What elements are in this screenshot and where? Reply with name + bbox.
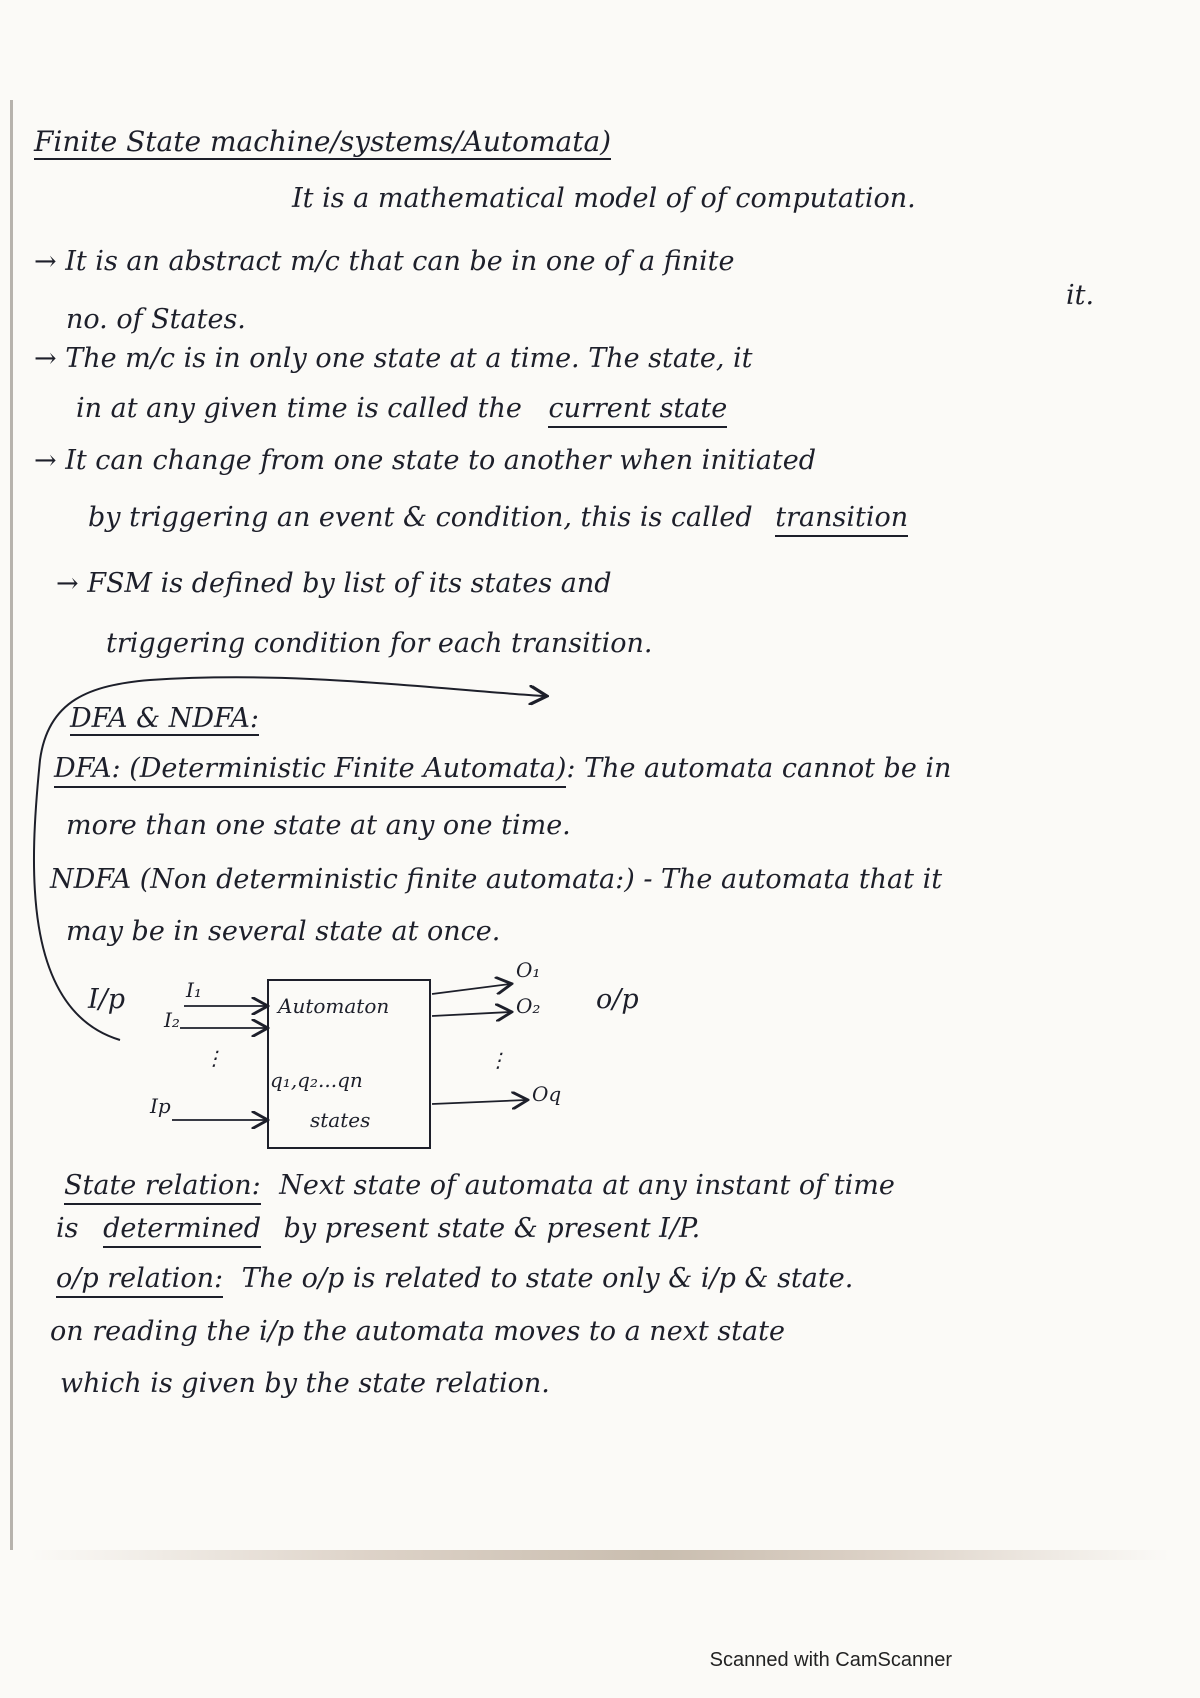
output-o1: O₁: [516, 958, 541, 982]
text-line-16-end: by present state & present I/P.: [283, 1213, 701, 1244]
text-line-4: → The m/c is in only one state at a time. The state, it: [34, 343, 753, 374]
text-line-3-end: it.: [1066, 280, 1095, 311]
output-arrow-2: [432, 1012, 510, 1016]
output-dots: ⋮: [488, 1048, 508, 1072]
text-line-19: which is given by the state relation.: [60, 1368, 550, 1399]
state-relation-text: Next state of automata at any instant of time: [279, 1170, 895, 1201]
input-ip: Ip: [150, 1094, 171, 1118]
curved-bracket-arrow: [34, 677, 545, 1040]
current-state-term: current state: [548, 393, 727, 428]
text-line-5-start: in at any given time is called the: [76, 393, 522, 424]
text-line-18: on reading the i/p the automata moves to a next state: [50, 1316, 785, 1347]
box-title: Automaton: [278, 994, 390, 1018]
output-arrow-1: [432, 984, 510, 994]
text-line-16-is: is: [56, 1213, 79, 1244]
scanner-watermark: Scanned with CamScanner: [709, 1649, 952, 1671]
dfa-text: : The automata cannot be in: [566, 753, 952, 784]
output-label: o/p: [596, 984, 639, 1015]
text-line-9: triggering condition for each transition.: [106, 628, 653, 659]
output-relation-text: The o/p is related to state only & i/p & state.: [241, 1263, 854, 1294]
dfa-label: DFA: (Deterministic Finite Automata): [54, 753, 566, 788]
output-oq: Oq: [532, 1082, 562, 1106]
text-line-8: → FSM is defined by list of its states and: [56, 568, 612, 599]
ndfa-line: NDFA (Non deterministic finite automata:) - The automata that it: [50, 864, 943, 895]
text-line-12: more than one state at any one time.: [66, 810, 571, 841]
dfa-ndfa-heading: DFA & NDFA:: [70, 703, 259, 734]
input-i2: I₂: [164, 1008, 180, 1032]
page-title: Finite State machine/systems/Automata): [34, 125, 612, 158]
determined-term: determined: [103, 1213, 261, 1248]
input-dots: ⋮: [204, 1046, 224, 1070]
text-line-6: → It can change from one state to another when initiated: [34, 445, 817, 476]
text-line-3: no. of States.: [66, 304, 246, 335]
transition-term: transition: [775, 502, 908, 537]
page-bottom-stain: [30, 1550, 1170, 1560]
input-label: I/p: [88, 984, 126, 1015]
output-arrow-q: [432, 1100, 526, 1104]
state-relation-label: State relation:: [64, 1170, 261, 1205]
text-line-1: It is a mathematical model of of computation.: [292, 183, 916, 214]
text-line-2: → It is an abstract m/c that can be in one of a finite: [34, 246, 735, 277]
output-o2: O₂: [516, 994, 541, 1018]
automaton-box: [268, 980, 430, 1148]
input-i1: I₁: [186, 978, 202, 1002]
box-states: q₁,q₂...qn: [270, 1068, 363, 1092]
output-relation-label: o/p relation:: [56, 1263, 223, 1298]
text-line-14: may be in several state at once.: [66, 916, 501, 947]
text-line-7-start: by triggering an event & condition, this is called: [88, 502, 753, 533]
box-caption: states: [310, 1108, 371, 1132]
